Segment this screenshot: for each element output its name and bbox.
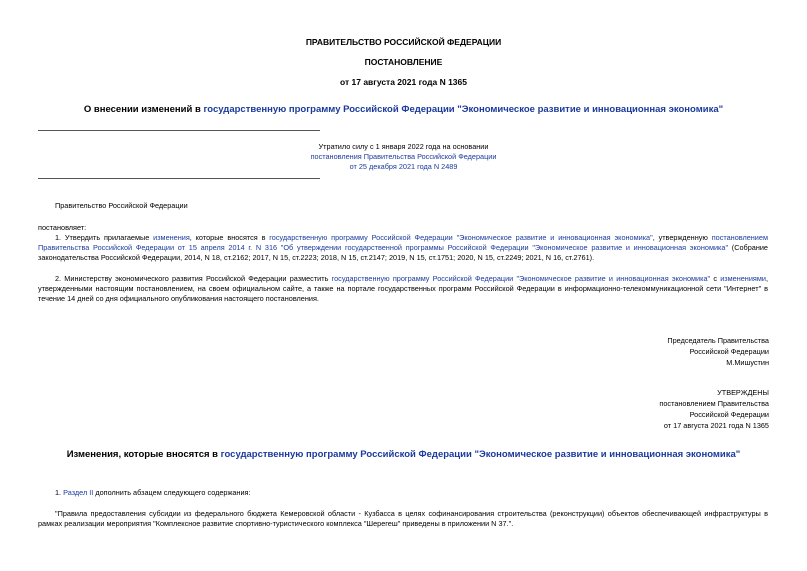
p2-text-1: 2. Министерству экономического развития Российской Федерации разместить (55, 274, 332, 283)
decrees-label: постановляет: (38, 223, 87, 232)
signature-block (667, 335, 769, 368)
approval-block (659, 387, 769, 431)
signature-title: Председатель Правительства (667, 336, 769, 345)
p1-text-2: , которые вносятся в (189, 233, 270, 242)
p1-link-program[interactable]: государственную программу Российской Федерации "Экономическое развитие и инновационная экономика" (269, 233, 653, 242)
status-line: Утратило силу с 1 января 2022 года на основании (318, 142, 489, 151)
p1-link-decree-316[interactable]: постановлением Правительства Российской Федерации от 15 апреля 2014 г. N 316 "Об утверждении государственной программы Российской Федерации "Экономическое развитие и инновационная экономика" (38, 233, 768, 252)
p2-link-program[interactable]: государственную программу Российской Федерации "Экономическое развитие и инновационная экономика" (331, 274, 711, 283)
changes-title-prefix: Изменения, которые вносятся в (66, 449, 221, 460)
approval-line-2: постановлением Правительства (659, 399, 769, 408)
paragraph-2 (38, 274, 768, 304)
program-link[interactable]: государственную программу Российской Федерации "Экономическое развитие и инновационная экономика" (203, 104, 724, 115)
approval-heading: УТВЕРЖДЕНЫ (717, 388, 769, 397)
change-item-text: дополнить абзацем следующего содержания: (93, 488, 251, 497)
changes-program-link[interactable]: государственную программу Российской Федерации "Экономическое развитие и инновационная экономика" (220, 449, 741, 460)
p2-link-changes[interactable]: изменениями (720, 274, 766, 283)
p1-text-4: (Собрание законодательства Российской Федерации, 2014, N 18, ст.2162; 2017, N 15, ст.2223; 2018, N 15, ст.2147; 2019, N 15, ст.1751; 2020, N 15, ст.2249; 2021, N 16, ст.2761). (38, 243, 768, 262)
government-label: Правительство Российской Федерации (55, 201, 188, 210)
section-2-link[interactable]: Раздел II (63, 488, 94, 497)
approval-line-3: Российской Федерации (689, 410, 769, 419)
p2-text-2: с (710, 274, 721, 283)
date-number-heading: от 17 августа 2021 года N 1365 (340, 77, 467, 87)
document-title-prefix: О внесении изменений в (83, 104, 204, 115)
signature-name: М.Мишустин (726, 358, 769, 367)
p1-link-changes[interactable]: изменения (153, 233, 190, 242)
quoted-paragraph: "Правила предоставления субсидии из федерального бюджета Кемеровской области - Кузбасса в целях софинансирования строительства (реконструкции) объектов обеспечивающей инфраструктуры в рамках реализации мероприятия "Комплексное развитие спортивно-туристического комплекса "Шерегеш" приведены в приложении N 37.". (38, 509, 768, 528)
doc-type-heading: ПОСТАНОВЛЕНИЕ (364, 57, 443, 67)
status-link-date[interactable]: от 25 декабря 2021 года N 2489 (349, 162, 458, 171)
status-note (0, 142, 807, 172)
document-title (0, 104, 807, 115)
approval-line-4: от 17 августа 2021 года N 1365 (663, 421, 769, 430)
p1-text-3: , утвержденную (652, 233, 712, 242)
p2-text-3: , утвержденными настоящим постановлением, на своем официальном сайте, а также на портале государственных программ Российской Федерации в информационно-телекоммуникационной сети "Интернет" в течение 14 дней со дня официального опубликования настоящего постановления. (38, 274, 768, 303)
change-item-1 (55, 488, 251, 498)
divider-top (38, 130, 320, 131)
paragraph-1 (38, 233, 768, 263)
government-heading: ПРАВИТЕЛЬСТВО РОССИЙСКОЙ ФЕДЕРАЦИИ (305, 37, 502, 47)
p1-text-1: 1. Утвердить прилагаемые (55, 233, 154, 242)
change-item-number: 1. (55, 488, 64, 497)
signature-org: Российской Федерации (689, 347, 769, 356)
status-link-decree[interactable]: постановления Правительства Российской Федерации (310, 152, 497, 161)
changes-title (0, 449, 807, 460)
divider-bottom (38, 178, 320, 179)
